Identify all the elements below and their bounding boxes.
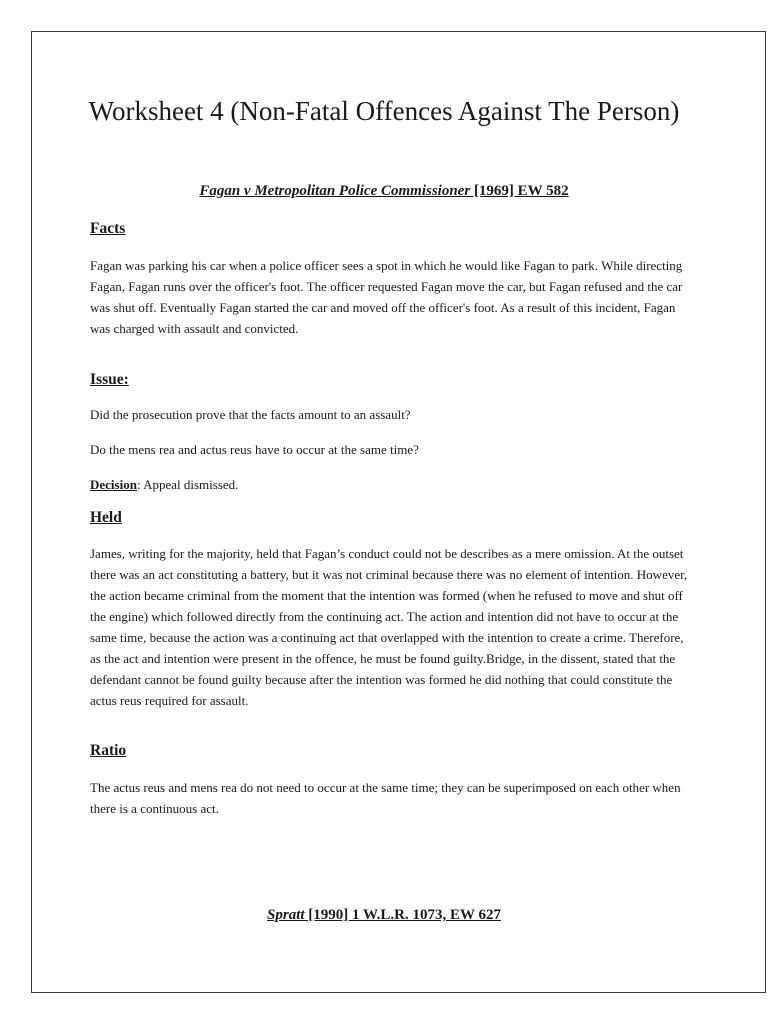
ratio-heading: Ratio (90, 742, 127, 759)
held-heading: Held (90, 509, 122, 526)
case-name: Fagan v Metropolitan Police Commissioner (199, 183, 471, 199)
decision-text: : Appeal dismissed. (136, 477, 239, 492)
issue-heading: Issue: (90, 371, 129, 388)
ratio-paragraph: The actus reus and mens rea do not need to occur at the same time; they can be superimposed on each other when there is a continuous act. (90, 780, 681, 816)
case-citation: [1969] EW 582 (470, 183, 569, 199)
page-border (31, 31, 766, 993)
held-paragraph: James, writing for the majority, held that Fagan’s conduct could not be describes as a mere omission. At the outset there was an act constituting a battery, but it was not criminal because there was no element of intention. However, the action became criminal from the moment that the intention was formed (when he refused to move and shut off the engine) which followed directly from the continuing act. The action and intention did not have to occur at the same time, because the action was a continuing act that overlapped with the intention to create a crime. Therefore, as the act and intention were present in the offence, he must be found guilty.Bridge, in the dissent, stated that the defendant cannot be found guilty because after the intention was formed he did nothing that could constitute the actus reus required for assault. (90, 546, 688, 708)
decision-line (90, 474, 690, 495)
case-heading-fagan (60, 183, 708, 200)
issue-question-1: Did the prosecution prove that the facts amount to an assault? (90, 407, 411, 422)
issue-question-2: Do the mens rea and actus reus have to occur at the same time? (90, 442, 419, 457)
decision-label: Decision (90, 477, 137, 492)
case-heading-spratt (60, 907, 708, 924)
worksheet-title: Worksheet 4 (Non-Fatal Offences Against The Person) (88, 96, 680, 126)
facts-paragraph: Fagan was parking his car when a police officer sees a spot in which he would like Fagan to park. While directing Fagan, Fagan runs over the officer's foot. The officer requested Fagan move the car, but Fagan refused and the car was shut off. Eventually Fagan started the car and moved off the officer's foot. As a result of this incident, Fagan was charged with assault and convicted. (90, 258, 683, 336)
facts-heading: Facts (90, 220, 126, 237)
case-name: Spratt (267, 907, 305, 923)
case-citation: [1990] 1 W.L.R. 1073, EW 627 (304, 907, 501, 923)
